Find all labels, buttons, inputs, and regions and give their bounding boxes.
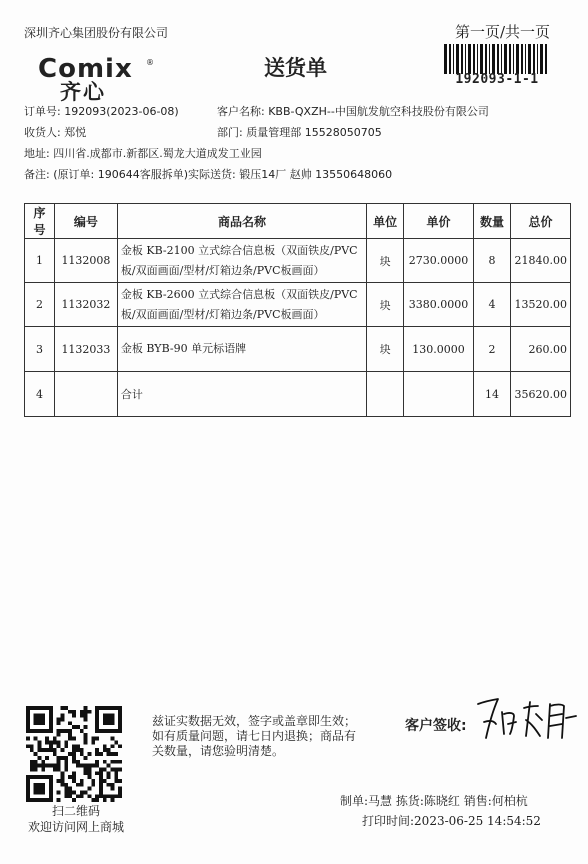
row-unit-price: 3380.0000 bbox=[404, 283, 474, 327]
row-index: 4 bbox=[25, 372, 55, 417]
row-total: 13520.00 bbox=[510, 283, 570, 327]
print-time: 打印时间:2023-06-25 14:54:52 bbox=[362, 814, 541, 828]
page-indicator: 第一页/共一页 bbox=[454, 23, 550, 41]
qr-caption-line1: 扫二维码 bbox=[51, 804, 100, 818]
col-header-product-name: 商品名称 bbox=[117, 204, 366, 239]
row-unit: 块 bbox=[367, 239, 404, 283]
address bbox=[24, 145, 262, 161]
row-product-name: 金板 KB-2100 立式综合信息板（双面铁皮/PVC板/双面画面/型材/灯箱边条/PVC板画面） bbox=[117, 239, 366, 283]
row-code-empty bbox=[54, 372, 117, 417]
row-index: 2 bbox=[25, 283, 55, 327]
row-quantity: 2 bbox=[474, 327, 511, 372]
row-quantity: 8 bbox=[474, 239, 511, 283]
logo-chinese-text: 齐心 bbox=[60, 80, 106, 104]
receiver-label: 收货人: bbox=[24, 126, 61, 139]
dept-label: 部门: bbox=[217, 126, 243, 139]
qr-caption-line2: 欢迎访问网上商城 bbox=[27, 820, 124, 834]
row-unit: 块 bbox=[367, 327, 404, 372]
staff-info: 制单:马慧 拣货:陈晓红 销售:何柏杭 bbox=[340, 794, 528, 808]
address-value: 四川省.成都市.新都区.蜀龙大道成发工业园 bbox=[53, 147, 262, 160]
row-product-name: 金板 BYB-90 单元标语牌 bbox=[117, 327, 366, 372]
barcode-icon bbox=[443, 44, 551, 74]
row-quantity: 4 bbox=[474, 283, 511, 327]
row-unit-price: 130.0000 bbox=[404, 327, 474, 372]
table-row bbox=[25, 239, 571, 283]
customer-label: 客户名称: bbox=[217, 105, 265, 118]
row-product-name: 金板 KB-2600 立式综合信息板（双面铁皮/PVC板/双面画面/型材/灯箱边条/PVC板画面） bbox=[117, 283, 366, 327]
col-header-code: 编号 bbox=[54, 204, 117, 239]
grand-total: 35620.00 bbox=[510, 372, 570, 417]
comix-logo bbox=[38, 54, 158, 104]
row-unit-empty bbox=[367, 372, 404, 417]
barcode-number: 192093-1-1 bbox=[455, 72, 539, 87]
row-code: 1132008 bbox=[54, 239, 117, 283]
order-number bbox=[24, 103, 179, 119]
customer-name bbox=[217, 103, 489, 119]
company-name: 深圳齐心集团股份有限公司 bbox=[24, 26, 169, 40]
row-price-empty bbox=[404, 372, 474, 417]
col-header-unit: 单位 bbox=[367, 204, 404, 239]
total-quantity: 14 bbox=[474, 372, 511, 417]
logo-brand-text: Comix bbox=[38, 54, 133, 84]
table-total-row bbox=[25, 372, 571, 417]
row-code: 1132032 bbox=[54, 283, 117, 327]
total-label: 合计 bbox=[117, 372, 366, 417]
qr-caption bbox=[26, 803, 126, 835]
notice-text: 兹证实数据无效，签字或盖章即生效；如有质量问题，请七日内退换；商品有关数量，请您验明清楚。 bbox=[152, 714, 357, 758]
receiver-value: 郑悦 bbox=[64, 126, 87, 139]
logo-registered-mark: ® bbox=[146, 58, 154, 67]
col-header-total: 总价 bbox=[510, 204, 570, 239]
table-row bbox=[25, 283, 571, 327]
row-unit-price: 2730.0000 bbox=[404, 239, 474, 283]
col-header-unit-price: 单价 bbox=[404, 204, 474, 239]
receiver bbox=[24, 124, 86, 140]
row-code: 1132033 bbox=[54, 327, 117, 372]
remark-value: (原订单: 190644客服拆单)实际送货: 锻压14厂 赵帅 13550648060 bbox=[53, 168, 393, 181]
row-index: 3 bbox=[25, 327, 55, 372]
order-label: 订单号: bbox=[24, 105, 61, 118]
row-unit: 块 bbox=[367, 283, 404, 327]
table-row bbox=[25, 327, 571, 372]
address-label: 地址: bbox=[24, 147, 50, 160]
handwritten-signature bbox=[472, 694, 578, 746]
document-title: 送货单 bbox=[264, 56, 327, 80]
row-total: 21840.00 bbox=[510, 239, 570, 283]
customer-value: KBB-QXZH--中国航发航空科技股份有限公司 bbox=[268, 105, 489, 118]
remark-label: 备注: bbox=[24, 168, 50, 181]
customer-signature-label: 客户签收: bbox=[405, 718, 467, 734]
row-total: 260.00 bbox=[510, 327, 570, 372]
items-table bbox=[24, 203, 571, 417]
col-header-quantity: 数量 bbox=[474, 204, 511, 239]
department bbox=[217, 124, 382, 140]
order-value: 192093(2023-06-08) bbox=[64, 105, 179, 118]
remark bbox=[24, 166, 392, 182]
col-header-index: 序号 bbox=[25, 204, 55, 239]
table-header-row bbox=[25, 204, 571, 239]
dept-value: 质量管理部 15528050705 bbox=[246, 126, 382, 139]
row-index: 1 bbox=[25, 239, 55, 283]
qr-code-icon bbox=[26, 706, 122, 802]
